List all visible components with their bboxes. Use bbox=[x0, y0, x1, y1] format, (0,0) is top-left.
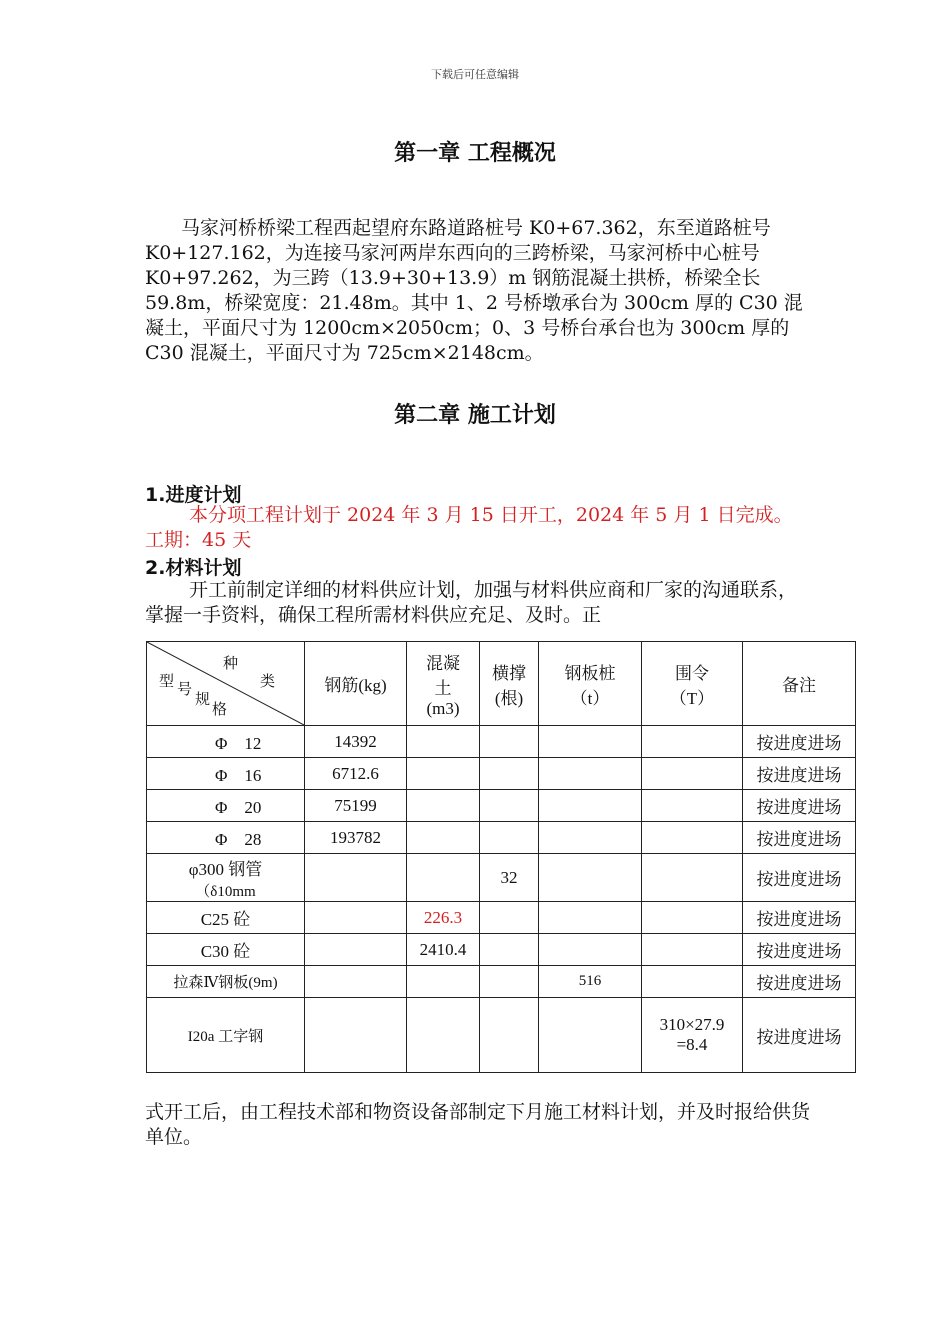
table-row bbox=[147, 998, 856, 1073]
concrete-cell: 226.3 bbox=[407, 902, 480, 934]
brace-cell bbox=[480, 790, 539, 822]
rebar-cell bbox=[305, 854, 407, 902]
diagonal-header-cell bbox=[147, 642, 305, 726]
sheet-cell bbox=[539, 822, 642, 854]
col-header-rebar: 钢筋(kg) bbox=[305, 642, 407, 726]
header-note: 下载后可任意编辑 bbox=[431, 68, 519, 81]
spec-cell: Φ 20 bbox=[147, 790, 305, 822]
purlin-cell bbox=[642, 966, 743, 998]
materials-table bbox=[146, 641, 856, 1073]
rebar-cell bbox=[305, 998, 407, 1073]
schedule-text: 本分项工程计划于 2024 年 3 月 15 日开工，2024 年 5 月 1 日完成。工期：45 天 bbox=[145, 504, 793, 551]
col-header-purlin: 围令 （T） bbox=[642, 642, 743, 726]
table-row bbox=[147, 790, 856, 822]
diag-label-zhong: 种 bbox=[223, 656, 239, 672]
col-header-brace: 横撑 (根) bbox=[480, 642, 539, 726]
brace-cell bbox=[480, 966, 539, 998]
remark-cell: 按进度进场 bbox=[743, 998, 856, 1073]
concrete-cell bbox=[407, 998, 480, 1073]
remark-cell: 按进度进场 bbox=[743, 758, 856, 790]
purlin-cell bbox=[642, 902, 743, 934]
diag-label-ge: 格 bbox=[212, 702, 228, 718]
spec-cell: C25 砼 bbox=[147, 902, 305, 934]
spec-cell: 拉森Ⅳ钢板(9m) bbox=[147, 966, 305, 998]
rebar-cell: 75199 bbox=[305, 790, 407, 822]
table-row bbox=[147, 966, 856, 998]
col-header-sheet-pile: 钢板桩 （t） bbox=[539, 642, 642, 726]
col-header-remark: 备注 bbox=[743, 642, 856, 726]
rebar-cell: 14392 bbox=[305, 726, 407, 758]
spec-cell: Φ 28 bbox=[147, 822, 305, 854]
rebar-cell bbox=[305, 966, 407, 998]
sheet-cell bbox=[539, 998, 642, 1073]
spec-cell: φ300 钢管 （δ10mm bbox=[147, 854, 305, 902]
brace-cell bbox=[480, 998, 539, 1073]
brace-cell bbox=[480, 822, 539, 854]
rebar-cell bbox=[305, 902, 407, 934]
material-plan-intro: 开工前制定详细的材料供应计划，加强与材料供应商和厂家的沟通联系，掌握一手资料，确保工程所需材料供应充足、及时。正 bbox=[145, 579, 798, 626]
brace-cell bbox=[480, 934, 539, 966]
purlin-cell bbox=[642, 790, 743, 822]
concrete-cell bbox=[407, 790, 480, 822]
spec-cell: Φ 16 bbox=[147, 758, 305, 790]
sheet-cell bbox=[539, 758, 642, 790]
purlin-cell bbox=[642, 758, 743, 790]
rebar-cell: 193782 bbox=[305, 822, 407, 854]
spec-cell: Φ 12 bbox=[147, 726, 305, 758]
purlin-cell bbox=[642, 854, 743, 902]
remark-cell: 按进度进场 bbox=[743, 902, 856, 934]
table-row bbox=[147, 854, 856, 902]
chapter1-title: 第一章 工程概况 bbox=[394, 141, 556, 166]
sheet-cell bbox=[539, 934, 642, 966]
brace-cell: 32 bbox=[480, 854, 539, 902]
brace-cell bbox=[480, 758, 539, 790]
table-header-row bbox=[147, 642, 856, 726]
concrete-cell: 2410.4 bbox=[407, 934, 480, 966]
material-plan-heading: 2.材料计划 bbox=[145, 557, 242, 579]
remark-cell: 按进度进场 bbox=[743, 934, 856, 966]
material-plan-closing: 式开工后，由工程技术部和物资设备部制定下月施工材料计划，并及时报给供货单位。 bbox=[145, 1101, 811, 1148]
purlin-cell bbox=[642, 822, 743, 854]
concrete-cell bbox=[407, 822, 480, 854]
sheet-cell: 516 bbox=[539, 966, 642, 998]
rebar-cell: 6712.6 bbox=[305, 758, 407, 790]
concrete-cell bbox=[407, 726, 480, 758]
concrete-cell bbox=[407, 966, 480, 998]
remark-cell: 按进度进场 bbox=[743, 854, 856, 902]
rebar-cell bbox=[305, 934, 407, 966]
project-overview-paragraph: 马家河桥桥梁工程西起望府东路道路桩号 K0+67.362，东至道路桩号 K0+127.162，为连接马家河两岸东西向的三跨桥梁，马家河桥中心桩号 K0+97.262，为三跨（13.9+30+13.9）m 钢筋混凝土拱桥，桥梁全长 59.8m，桥梁宽度：21.48m。其中 1、2 号桥墩承台为 300cm 厚的 C30 混凝土，平面尺寸为 1200cm×2050cm；0、3 号桥台承台也为 300cm 厚的 C30 混凝土，平面尺寸为 725cm×2148cm。 bbox=[145, 217, 803, 364]
sheet-cell bbox=[539, 790, 642, 822]
remark-cell: 按进度进场 bbox=[743, 726, 856, 758]
table-row bbox=[147, 758, 856, 790]
chapter2-title: 第二章 施工计划 bbox=[394, 403, 556, 428]
table-row bbox=[147, 934, 856, 966]
col-header-concrete: 混凝 土 (m3) bbox=[407, 642, 480, 726]
remark-cell: 按进度进场 bbox=[743, 822, 856, 854]
diag-label-gui: 规 bbox=[195, 692, 211, 708]
table-row bbox=[147, 822, 856, 854]
remark-cell: 按进度进场 bbox=[743, 966, 856, 998]
brace-cell bbox=[480, 726, 539, 758]
diag-label-xing: 型 bbox=[159, 674, 175, 690]
brace-cell bbox=[480, 902, 539, 934]
concrete-cell bbox=[407, 854, 480, 902]
purlin-cell: 310×27.9 =8.4 bbox=[642, 998, 743, 1073]
diag-label-lei: 类 bbox=[260, 674, 276, 690]
table-row bbox=[147, 902, 856, 934]
concrete-cell bbox=[407, 758, 480, 790]
spec-cell: I20a 工字钢 bbox=[147, 998, 305, 1073]
table-row bbox=[147, 726, 856, 758]
sheet-cell bbox=[539, 854, 642, 902]
purlin-cell bbox=[642, 726, 743, 758]
schedule-heading: 1.进度计划 bbox=[145, 484, 242, 506]
remark-cell: 按进度进场 bbox=[743, 790, 856, 822]
sheet-cell bbox=[539, 902, 642, 934]
purlin-cell bbox=[642, 934, 743, 966]
diag-label-hao: 号 bbox=[177, 682, 193, 698]
spec-cell: C30 砼 bbox=[147, 934, 305, 966]
sheet-cell bbox=[539, 726, 642, 758]
